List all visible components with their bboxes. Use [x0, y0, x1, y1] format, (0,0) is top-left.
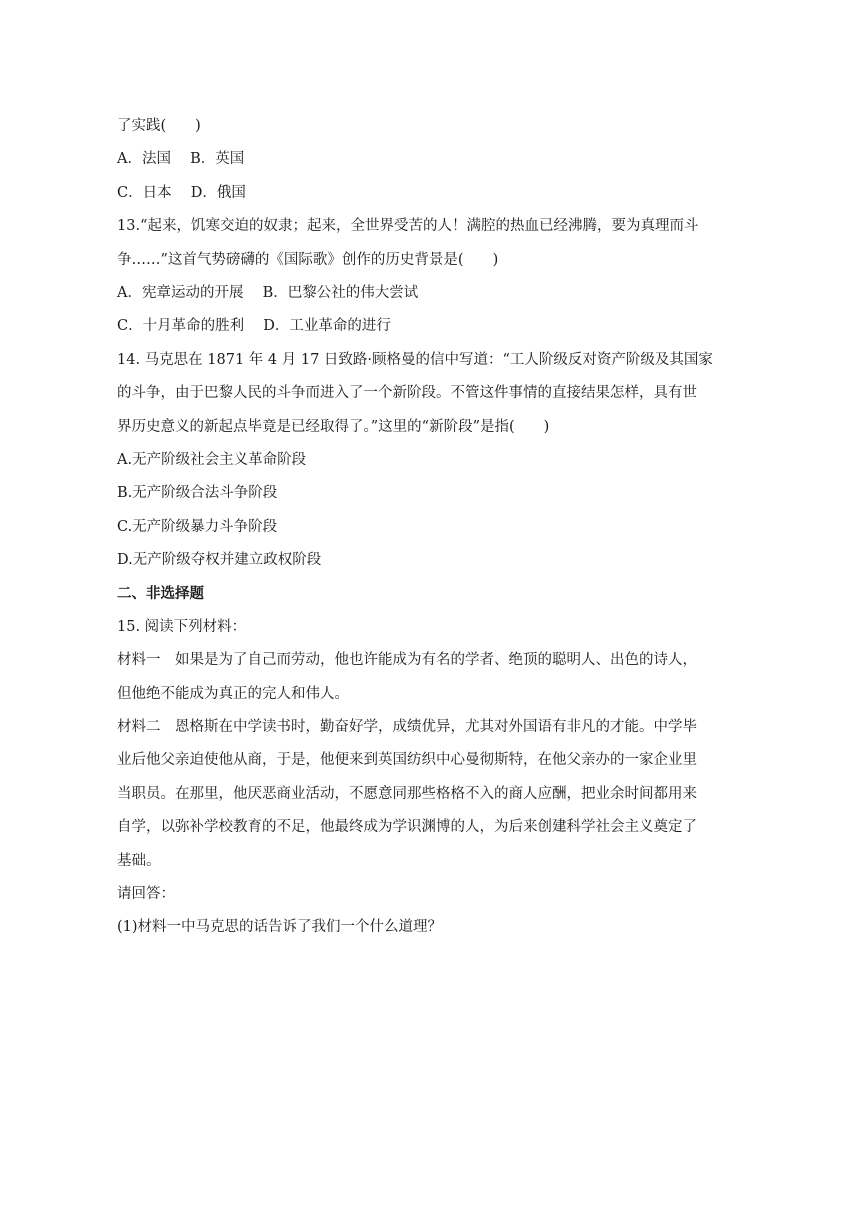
- q13-stem-line1: 13.“起来，饥寒交迫的奴隶；起来，全世界受苦的人！满腔的热血已经沸腾，要为真理而斗: [117, 218, 699, 235]
- material-one-line2: 但他绝不能成为真正的完人和伟人。: [117, 685, 349, 702]
- q15-stem: 15. 阅读下列材料：: [117, 618, 247, 635]
- q14-option-c: C.无产阶级暴力斗争阶段: [117, 518, 278, 535]
- q12-stem-continued: 了实践( ): [117, 118, 201, 134]
- q12-options-cd: C．日本 D．俄国: [117, 184, 246, 201]
- material-two-line1: 材料二 恩格斯在中学读书时，勤奋好学，成绩优异，尤其对外国语有非凡的才能。中学毕: [117, 719, 697, 736]
- q12-options-ab: A．法国 B．英国: [117, 151, 245, 168]
- answer-prompt: 请回答：: [117, 885, 175, 902]
- material-one-line1: 材料一 如果是为了自己而劳动，他也许能成为有名的学者、绝顶的聪明人、出色的诗人，: [117, 652, 697, 669]
- q13-stem-line2: 争……”这首气势磅礴的《国际歌》创作的历史背景是( ): [117, 251, 499, 268]
- q14-stem-line1: 14. 马克思在 1871 年 4 月 17 日致路·顾格曼的信中写道：“工人阶级反对资产阶级及其国家: [117, 351, 713, 368]
- q14-option-a: A.无产阶级社会主义革命阶段: [117, 451, 307, 468]
- section-heading-non-choice: 二、非选择题: [117, 585, 204, 603]
- q13-options-ab: A．宪章运动的开展 B．巴黎公社的伟大尝试: [117, 284, 419, 301]
- material-two-line5: 基础。: [117, 852, 161, 869]
- material-two-line4: 自学，以弥补学校教育的不足，他最终成为学识渊博的人，为后来创建科学社会主义奠定了: [117, 819, 697, 836]
- material-two-line2: 业后他父亲迫使他从商，于是，他便来到英国纺织中心曼彻斯特，在他父亲办的一家企业里: [117, 752, 697, 769]
- q15-subquestion-1: (1)材料一中马克思的话告诉了我们一个什么道理？: [117, 919, 443, 936]
- material-two-line3: 当职员。在那里，他厌恶商业活动，不愿意同那些格格不入的商人应酬，把业余时间都用来: [117, 785, 697, 802]
- q14-option-d: D.无产阶级夺权并建立政权阶段: [117, 552, 322, 569]
- q14-stem-line3: 界历史意义的新起点毕竟是已经取得了。”这里的“新阶段”是指( ): [117, 418, 550, 435]
- q13-options-cd: C．十月革命的胜利 D．工业革命的进行: [117, 318, 391, 335]
- q14-option-b: B.无产阶级合法斗争阶段: [117, 485, 278, 502]
- document-body: [117, 110, 744, 945]
- q14-stem-line2: 的斗争，由于巴黎人民的斗争而进入了一个新阶段。不管这件事情的直接结果怎样，具有世: [117, 385, 697, 402]
